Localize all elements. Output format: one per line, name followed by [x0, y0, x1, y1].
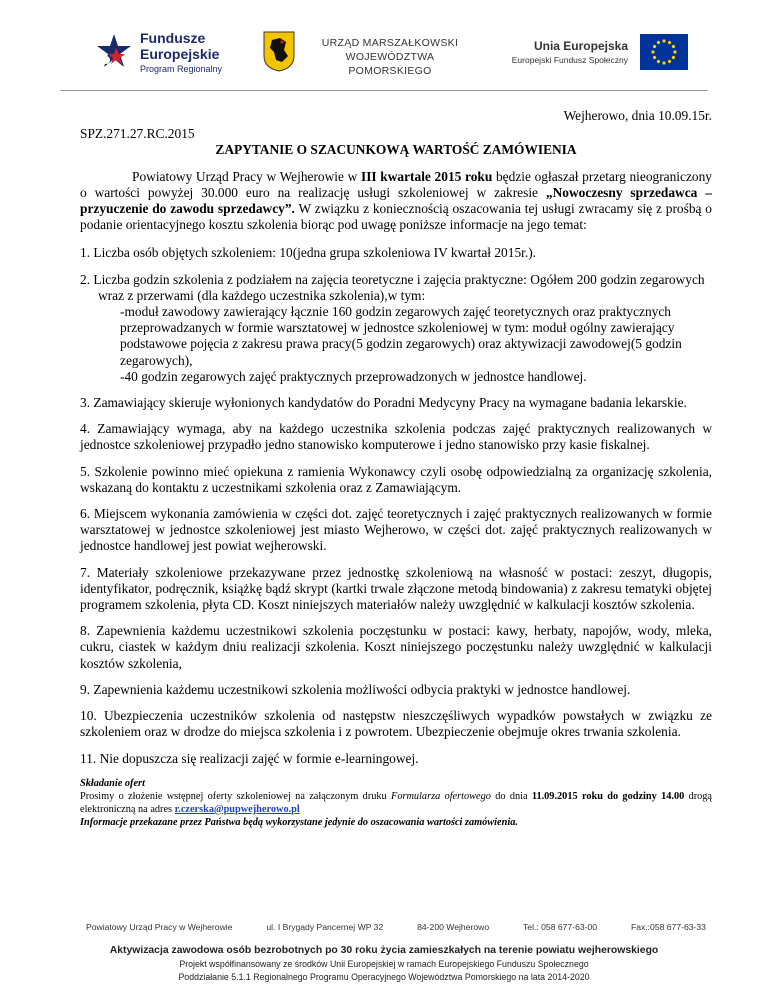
point-10: 10. Ubezpieczenia uczestników szkolenia od następstw nieszczęśliwych wypadków powstałych w związku ze szkoleniem oraz w drodze do miejsca szkolenia i z powrotem. Ubezpieczenie obejmuje okres trwania szkolenia. — [80, 708, 712, 740]
point-3: 3. Zamawiający skieruje wyłonionych kandydatów do Poradni Medycyny Pracy na wymagane badania lekarskie. — [80, 395, 687, 411]
email-link[interactable]: r.czerska@pupwejherowo.pl — [174, 803, 300, 815]
intro-text-e: W związku z koniecznością oszacowania tej usługi zwracamy się z prośbą o podanie orientacyjnego kosztu szkolenia biorąc pod uwagę poniższe informacje na jego temat: — [80, 201, 712, 233]
point-8: 8. Zapewnienia każdemu uczestnikowi szkolenia poczęstunku w postaci: kawy, herbaty, napojów, wody, mleka, cukru, ciastek w każdym dniu realizacji szkolenia. Koszt niniejszego poczęstunku należy uwzględnić w kalkulacji kosztów szkolenia, — [80, 623, 712, 671]
griffin-crest-icon — [262, 30, 296, 72]
footer-fax: Fax.:058 677-63-33 — [630, 922, 706, 932]
point-2 — [80, 272, 712, 385]
fundusze-europejskie-logo — [94, 26, 264, 78]
point-2-module: -moduł zawodowy zawierający łącznie 160 godzin zegarowych zajęć teoretycznych oraz praktycznych przeprowadzanych w formie warsztatowej w jednostce szkoleniowej w tym: moduł ogólny zawierający podstawowe pojęcia z zakresu prawa pracy(5 godzin zegarowych) oraz aktywizacji zawodowej(5 godzin zegarowych), — [120, 304, 682, 368]
document-body — [80, 108, 712, 829]
footer-office: Powiatowy Urząd Pracy w Wejherowie — [86, 922, 233, 932]
intro-text-a: Powiatowy Urząd Pracy w Wejherowie w — [132, 168, 361, 184]
point-7: 7. Materiały szkoleniowe przekazywane przez jednostkę szkoleniową na własność w postaci: zeszyt, długopis, identyfikator, podręcznik, książkę bądź skrypt (kartki trwale złączone metodą bindowania) z zakresu tematyki objętej programem szkolenia, płyta CD. Koszt niniejszych materiałów należy uwzględnić w kalkulacji kosztów szkolenia. — [80, 564, 712, 613]
intro-quarter: III kwartale 2015 roku — [360, 168, 493, 184]
footer-city: 84-200 Wejherowo — [417, 922, 490, 932]
offer-note — [80, 777, 712, 829]
reference-number: SPZ.271.27.RC.2015 — [80, 126, 195, 142]
offer-note-text-a: Prosimy o złożenie wstępnej oferty szkoleniowej na załączonym druku — [80, 790, 392, 802]
project-title: Aktywizacja zawodowa osób bezrobotnych po 30 roku życia zamieszkałych na terenie powiatu wejherowskiego — [109, 945, 659, 956]
point-2-practice: -40 godzin zegarowych zajęć praktycznych przeprowadzonych w jednostce handlowej. — [120, 368, 587, 384]
intro-course-name: „Nowoczesny sprzedawca – przyuczenie do zawodu sprzedawcy”. — [80, 184, 712, 217]
offer-form-name: Formularza ofertowego — [391, 790, 491, 802]
fe-stars-icon — [94, 32, 134, 72]
subaction-line: Poddziałanie 5.1.1 Regionalnego Programu Operacyjnego Województwa Pomorskiego na lata 2014-2020 — [178, 972, 590, 982]
point-5: 5. Szkolenie powinno mieć opiekuna z ramienia Wykonawcy czyli osobę odpowiedzialną za organizację szkolenia, wskazaną do kontaktu z uczestnikami szkolenia oraz z Zamawiającym. — [80, 463, 712, 495]
fe-line1: Fundusze — [140, 30, 206, 46]
point-9: 9. Zapewnienia każdemu uczestnikowi szkolenia możliwości odbycia praktyki w jednostce handlowej. — [80, 681, 631, 697]
point-6: 6. Miejscem wykonania zamówienia w części dot. zajęć teoretycznych i zajęć praktycznych realizowanych w formie warsztatowej w jednostce szkoleniowej jest miasto Wejherowo, w części dot. zajęć praktycznych realizowanych w jednostce handlowej jest powiat wejherowski. — [80, 506, 712, 554]
logo-header — [0, 0, 768, 92]
document-title: ZAPYTANIE O SZACUNKOWĄ WARTOŚĆ ZAMÓWIENIA — [215, 142, 577, 158]
fe-line2: Europejskie — [140, 46, 220, 62]
offer-note-heading: Składanie ofert — [80, 777, 145, 789]
urzad-marszalkowski-logo — [262, 30, 472, 76]
eu-flag-icon — [640, 34, 688, 70]
um-line2: WOJEWÓDZTWA POMORSKIEGO — [345, 51, 435, 77]
um-line1: URZĄD MARSZAŁKOWSKI — [321, 37, 459, 49]
point-11: 11. Nie dopuszcza się realizacji zajęć w formie e-learningowej. — [80, 750, 419, 766]
point-2-main: 2. Liczba godzin szkolenia z podziałem na zajęcia teoretyczne i zajęcia praktyczne: Ogółem 200 godzin zegarowych wraz z przerwami (dla każdego uczestnika szkolenia),w tym: — [80, 271, 705, 303]
ue-line1: Unia Europejska — [533, 39, 628, 53]
intro-text-c: będzie ogłaszał przetarg nieograniczony o wartości powyżej 30.000 euro na realizację usługi szkoleniowej w zakresie — [80, 168, 712, 200]
offer-note-text-c: drogą elektroniczną na adres — [80, 790, 713, 815]
header-divider — [60, 90, 708, 91]
project-footer — [40, 944, 728, 984]
offer-note-text-b: do dnia — [490, 790, 532, 802]
fe-line3: Program Regionalny — [140, 64, 223, 74]
offer-deadline: 11.09.2015 roku do godziny 14.00 — [531, 790, 685, 802]
intro-paragraph — [80, 169, 712, 234]
offer-note-info: Informacje przekazane przez Państwa będą wykorzystane jedynie do oszacowania wartości zamówienia. — [80, 816, 518, 828]
cofinancing-line: Projekt współfinansowany ze środków Unii Europejskiej w ramach Europejskiego Funduszu Społecznego — [179, 959, 589, 969]
point-1: 1. Liczba osób objętych szkoleniem: 10(jedna grupa szkoleniowa IV kwartał 2015r.). — [80, 245, 537, 261]
date-line: Wejherowo, dnia 10.09.15r. — [563, 108, 712, 123]
unia-europejska-logo — [504, 30, 684, 76]
point-4: 4. Zamawiający wymaga, aby na każdego uczestnika szkolenia podczas zajęć praktycznych realizowanych w jednostce szkoleniowej przypadło jedno stanowisko komputerowe i jedno stanowisko przy kasie fiskalnej. — [80, 421, 712, 453]
footer-tel: Tel.: 058 677-63-00 — [523, 922, 598, 932]
footer-street: ul. I Brygady Pancernej WP 32 — [266, 922, 384, 932]
ue-line2: Europejski Fundusz Społeczny — [511, 55, 628, 65]
office-contact-line — [86, 922, 706, 932]
